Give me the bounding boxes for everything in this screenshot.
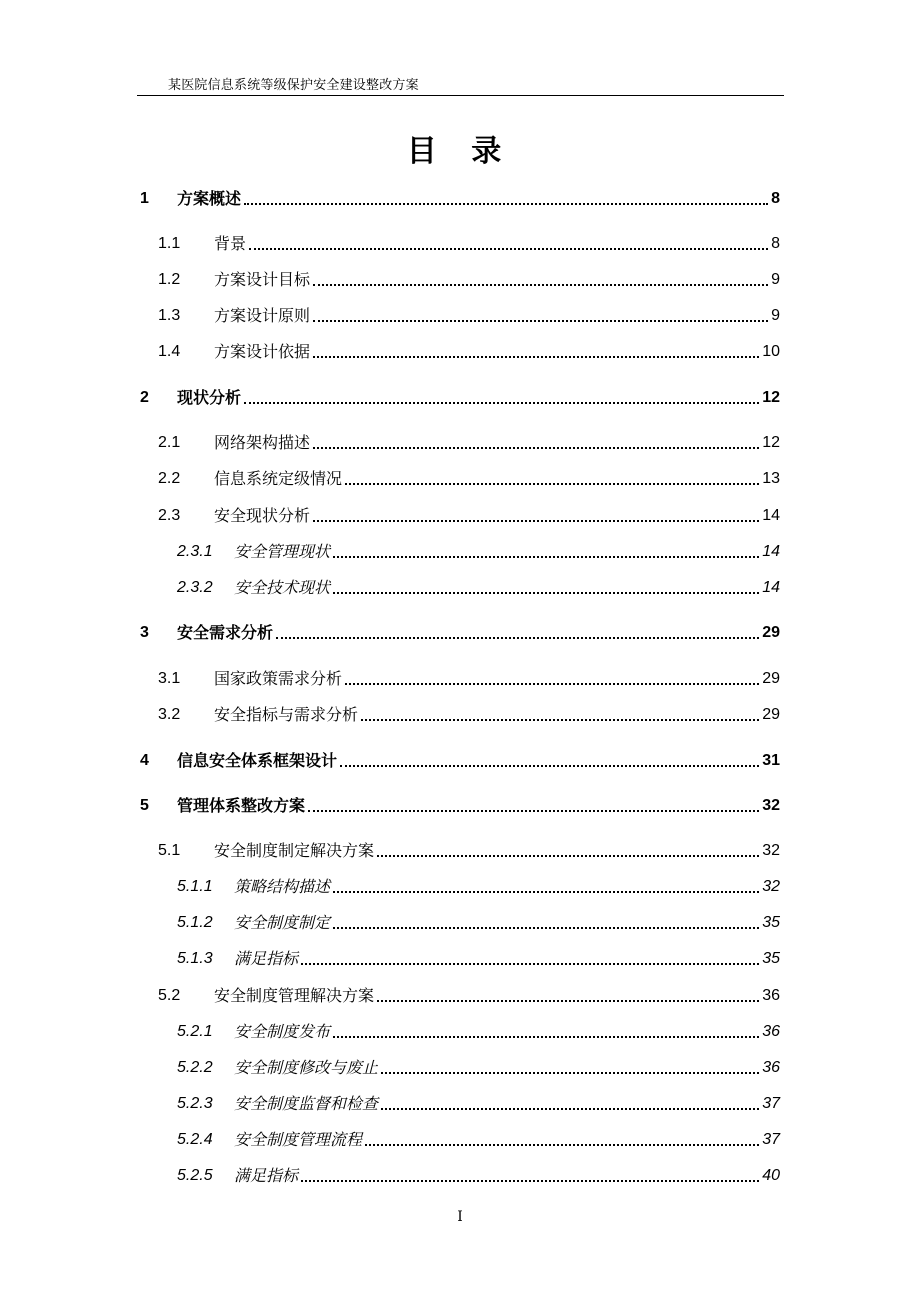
toc-entry-page: 36 (762, 1059, 780, 1076)
toc-entry-page: 14 (762, 507, 780, 524)
toc-entry[interactable] (140, 984, 780, 1006)
toc-dot-leader (313, 447, 759, 449)
toc-entry-page: 14 (762, 579, 780, 596)
toc-entry-title: 安全技术现状 (234, 578, 331, 597)
toc-entry-title: 安全现状分析 (214, 506, 311, 525)
toc-entry-page: 35 (762, 914, 780, 931)
toc-entry-number: 1.4 (158, 343, 181, 360)
toc-entry-page: 9 (771, 271, 780, 288)
toc-entry-number: 5.2.4 (177, 1131, 213, 1148)
toc-dot-leader (301, 963, 759, 965)
toc-entry-number: 5 (140, 797, 149, 814)
page-number: I (457, 1209, 463, 1225)
toc-entry-number: 5.2.3 (177, 1095, 213, 1112)
toc-entry[interactable] (140, 794, 780, 816)
toc-dot-leader (301, 1180, 759, 1182)
toc-entry-title: 安全制度管理流程 (234, 1130, 363, 1149)
toc-dot-leader (244, 203, 768, 205)
toc-dot-leader (345, 483, 759, 485)
toc-entry[interactable] (140, 947, 780, 969)
toc-dot-leader (361, 719, 759, 721)
toc-entry-page: 8 (771, 235, 780, 252)
toc-entry-number: 1.1 (158, 235, 181, 252)
toc-entry-number: 2.1 (158, 434, 181, 451)
toc-entry-number: 3 (140, 624, 149, 641)
toc-dot-leader (377, 1000, 759, 1002)
toc-entry-page: 36 (762, 1023, 780, 1040)
toc-entry-page: 35 (762, 950, 780, 967)
toc-entry[interactable] (140, 467, 780, 489)
toc-entry-title: 安全制度管理解决方案 (214, 986, 375, 1005)
toc-entry[interactable] (140, 304, 780, 326)
toc-entry-title: 安全制度发布 (234, 1022, 331, 1041)
toc-dot-leader (340, 765, 759, 767)
toc-dot-leader (313, 520, 759, 522)
toc-entry-page: 29 (762, 624, 780, 641)
toc-dot-leader (333, 556, 759, 558)
toc-dot-leader (377, 855, 759, 857)
toc-entry-number: 5.2.5 (177, 1167, 213, 1184)
toc-entry-number: 5.2 (158, 987, 181, 1004)
toc-entry-title: 国家政策需求分析 (214, 669, 343, 688)
toc-dot-leader (313, 356, 759, 358)
toc-entry-title: 背景 (214, 234, 247, 253)
toc-entry-page: 32 (762, 842, 780, 859)
toc-dot-leader (313, 284, 768, 286)
toc-title: 目 录 (406, 134, 514, 169)
toc-entry-number: 1.2 (158, 271, 181, 288)
toc-entry-number: 5.1.3 (177, 950, 213, 967)
toc-dot-leader (313, 320, 768, 322)
toc-entry-number: 2.3 (158, 507, 181, 524)
toc-entry-page: 36 (762, 987, 780, 1004)
toc-entry-page: 14 (762, 543, 780, 560)
toc-entry-title: 安全制度修改与废止 (234, 1058, 379, 1077)
toc-entry[interactable] (140, 1128, 780, 1150)
toc-dot-leader (244, 402, 759, 404)
toc-entry[interactable] (140, 911, 780, 933)
toc-entry-number: 5.1 (158, 842, 181, 859)
toc-entry-title: 方案设计原则 (214, 306, 311, 325)
toc-entry-number: 5.2.2 (177, 1059, 213, 1076)
toc-entry-title: 策略结构描述 (234, 877, 331, 896)
toc-entry-title: 信息系统定级情况 (214, 469, 343, 488)
toc-dot-leader (276, 637, 759, 639)
toc-entry-title: 安全管理现状 (234, 542, 331, 561)
toc-entry[interactable] (140, 1020, 780, 1042)
toc-dot-leader (333, 1036, 759, 1038)
toc-entry-title: 安全制度监督和检查 (234, 1094, 379, 1113)
toc-entry[interactable] (140, 232, 780, 254)
toc-entry-title: 安全制度制定 (234, 913, 331, 932)
toc-entry-number: 1.3 (158, 307, 181, 324)
toc-dot-leader (308, 810, 759, 812)
toc-entry-title: 满足指标 (234, 1166, 299, 1185)
toc-entry[interactable] (140, 621, 780, 643)
toc-entry-page: 37 (762, 1095, 780, 1112)
toc-entry-page: 31 (762, 752, 780, 769)
toc-entry[interactable] (140, 839, 780, 861)
running-header: 某医院信息系统等级保护安全建设整改方案 (168, 78, 419, 93)
toc-entry[interactable] (140, 1164, 780, 1186)
header-divider (137, 95, 784, 96)
toc-entry-number: 1 (140, 190, 149, 207)
toc-entry[interactable] (140, 340, 780, 362)
toc-entry[interactable] (140, 1056, 780, 1078)
toc-entry[interactable] (140, 875, 780, 897)
toc-entry-page: 37 (762, 1131, 780, 1148)
toc-entry-page: 12 (762, 389, 780, 406)
toc-entry-page: 13 (762, 470, 780, 487)
toc-entry[interactable] (140, 268, 780, 290)
toc-dot-leader (381, 1108, 759, 1110)
toc-entry[interactable] (140, 431, 780, 453)
toc-entry[interactable] (140, 576, 780, 598)
toc-entry[interactable] (140, 540, 780, 562)
toc-dot-leader (249, 248, 768, 250)
toc-entry-page: 40 (762, 1167, 780, 1184)
toc-entry-number: 3.2 (158, 706, 181, 723)
toc-entry-number: 2 (140, 389, 149, 406)
toc-entry[interactable] (140, 703, 780, 725)
toc-entry-title: 安全制度制定解决方案 (214, 841, 375, 860)
toc-entry-title: 方案设计依据 (214, 342, 311, 361)
toc-entry[interactable] (140, 1092, 780, 1114)
toc-entry-page: 12 (762, 434, 780, 451)
toc-dot-leader (333, 592, 759, 594)
toc-entry-number: 4 (140, 752, 149, 769)
toc-entry[interactable] (140, 504, 780, 526)
toc-entry-page: 29 (762, 670, 780, 687)
toc-entry-page: 32 (762, 878, 780, 895)
toc-entry-title: 方案概述 (177, 189, 242, 208)
toc-entry-page: 29 (762, 706, 780, 723)
toc-entry[interactable] (140, 667, 780, 689)
toc-entry-number: 3.1 (158, 670, 181, 687)
toc-entry-page: 9 (771, 307, 780, 324)
toc-entry-title: 现状分析 (177, 388, 242, 407)
toc-entry-page: 10 (762, 343, 780, 360)
toc-dot-leader (333, 927, 759, 929)
toc-entry-number: 5.2.1 (177, 1023, 213, 1040)
toc-entry-title: 满足指标 (234, 949, 299, 968)
toc-entry-number: 2.3.2 (177, 579, 213, 596)
toc-entry[interactable] (140, 749, 780, 771)
toc-entry-title: 方案设计目标 (214, 270, 311, 289)
toc-entry-page: 32 (762, 797, 780, 814)
toc-dot-leader (381, 1072, 759, 1074)
toc-entry[interactable] (140, 187, 780, 209)
toc-dot-leader (345, 683, 759, 685)
toc-entry-page: 8 (771, 190, 780, 207)
toc-dot-leader (333, 891, 759, 893)
toc-dot-leader (365, 1144, 759, 1146)
toc-entry-title: 管理体系整改方案 (177, 796, 306, 815)
toc-entry-number: 2.2 (158, 470, 181, 487)
toc-entry-number: 5.1.2 (177, 914, 213, 931)
toc-entry[interactable] (140, 386, 780, 408)
toc-entry-title: 信息安全体系框架设计 (177, 751, 338, 770)
toc-entry-title: 网络架构描述 (214, 433, 311, 452)
toc-entry-number: 5.1.1 (177, 878, 213, 895)
toc-entry-number: 2.3.1 (177, 543, 213, 560)
toc-entry-title: 安全指标与需求分析 (214, 705, 359, 724)
toc-entry-title: 安全需求分析 (177, 623, 274, 642)
